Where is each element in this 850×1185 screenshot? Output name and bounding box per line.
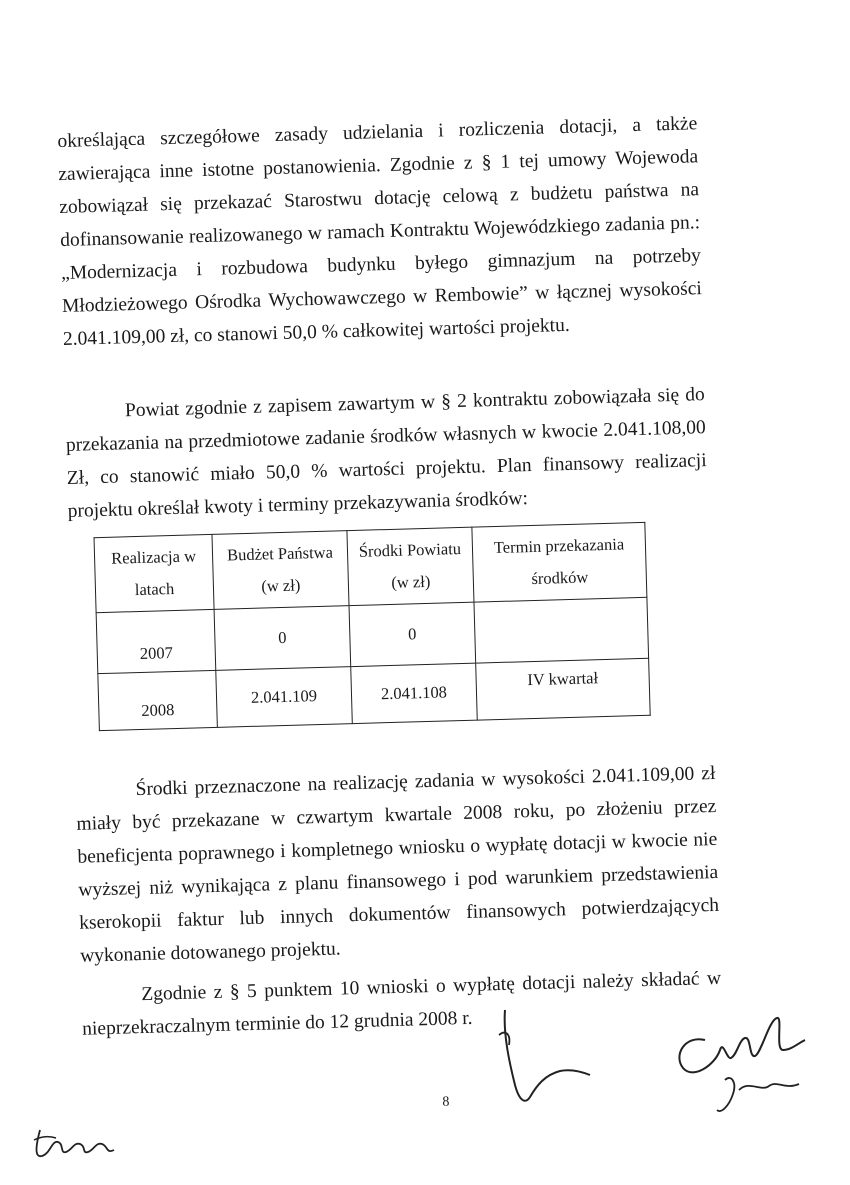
header-transfer-deadline: Termin przekazania środków [472,522,647,602]
cell-year: 2007 [96,609,216,673]
header-district-funds: Środki Powiatu (w zł) [347,527,474,605]
handwritten-initials [30,1120,120,1165]
paragraph-own-funds: Powiat zgodnie z zapisem zawartym w § 2 kontraktu zobowiązała się do przekazania na przedmiotowe zadanie środków własnych w kwocie 2.041.108,00 Zł, co stanowić miało 50,0 % wartości projektu. Plan finansowy realizacji projektu określał kwoty i terminy przekazywania środków: [65,383,707,522]
cell-district-funds: 2.041.108 [350,663,477,723]
cell-deadline: IV kwartał [476,658,650,720]
cell-state-budget: 0 [214,606,350,671]
page-number: 8 [442,1094,450,1110]
paragraph-funds-transfer: Środki przeznaczone na realizację zadania w wysokości 2.041.109,00 zł miały być przekazane w czwartym kwartale 2008 roku, po złożeniu przez beneficjenta poprawnego i kompletnego wniosku o wypłatę dotacji w kwocie nie wyższej niż wynikająca z planu finansowego i pod warunkiem przedstawienia kserokopii faktur lub innych dokumentów finansowych potwierdzających wykonanie dotowanego projektu. [76,762,720,967]
header-years: Realizacja w latach [94,534,214,612]
handwritten-signature-left [485,1005,595,1115]
paragraph-grant-agreement: określająca szczegółowe zasady udzielania i rozliczenia dotacji, a także zawierająca inne istotne postanowienia. Zgodnie z § 1 tej umowy Wojewoda zobowiązał się przekazać Starostwu dotację celową z budżetu państwa na dofinansowanie realizowanego w ramach Kontraktu Wojewódzkiego zadania pn.: „Modernizacja i rozbudowa budynku byłego gimnazjum na potrzeby Młodzieżowego Ośrodka Wychowawczego w Rembowie” w łącznej wysokości 2.041.109,00 zł, co stanowi 50,0 % całkowitej wartości projektu. [57,112,703,350]
cell-year: 2008 [98,670,218,730]
financial-plan-table [94,522,651,731]
paragraph-application-deadline: Zgodnie z § 5 punktem 10 wnioski o wypłatę dotacji należy składać w nieprzekraczalnym terminie do 12 grudnia 2008 r. [81,967,722,1040]
cell-state-budget: 2.041.109 [216,667,352,728]
cell-district-funds: 0 [349,602,476,666]
cell-deadline [474,597,649,663]
header-state-budget: Budżet Państwa (w zł) [212,531,349,610]
handwritten-signature-right [665,1010,815,1125]
